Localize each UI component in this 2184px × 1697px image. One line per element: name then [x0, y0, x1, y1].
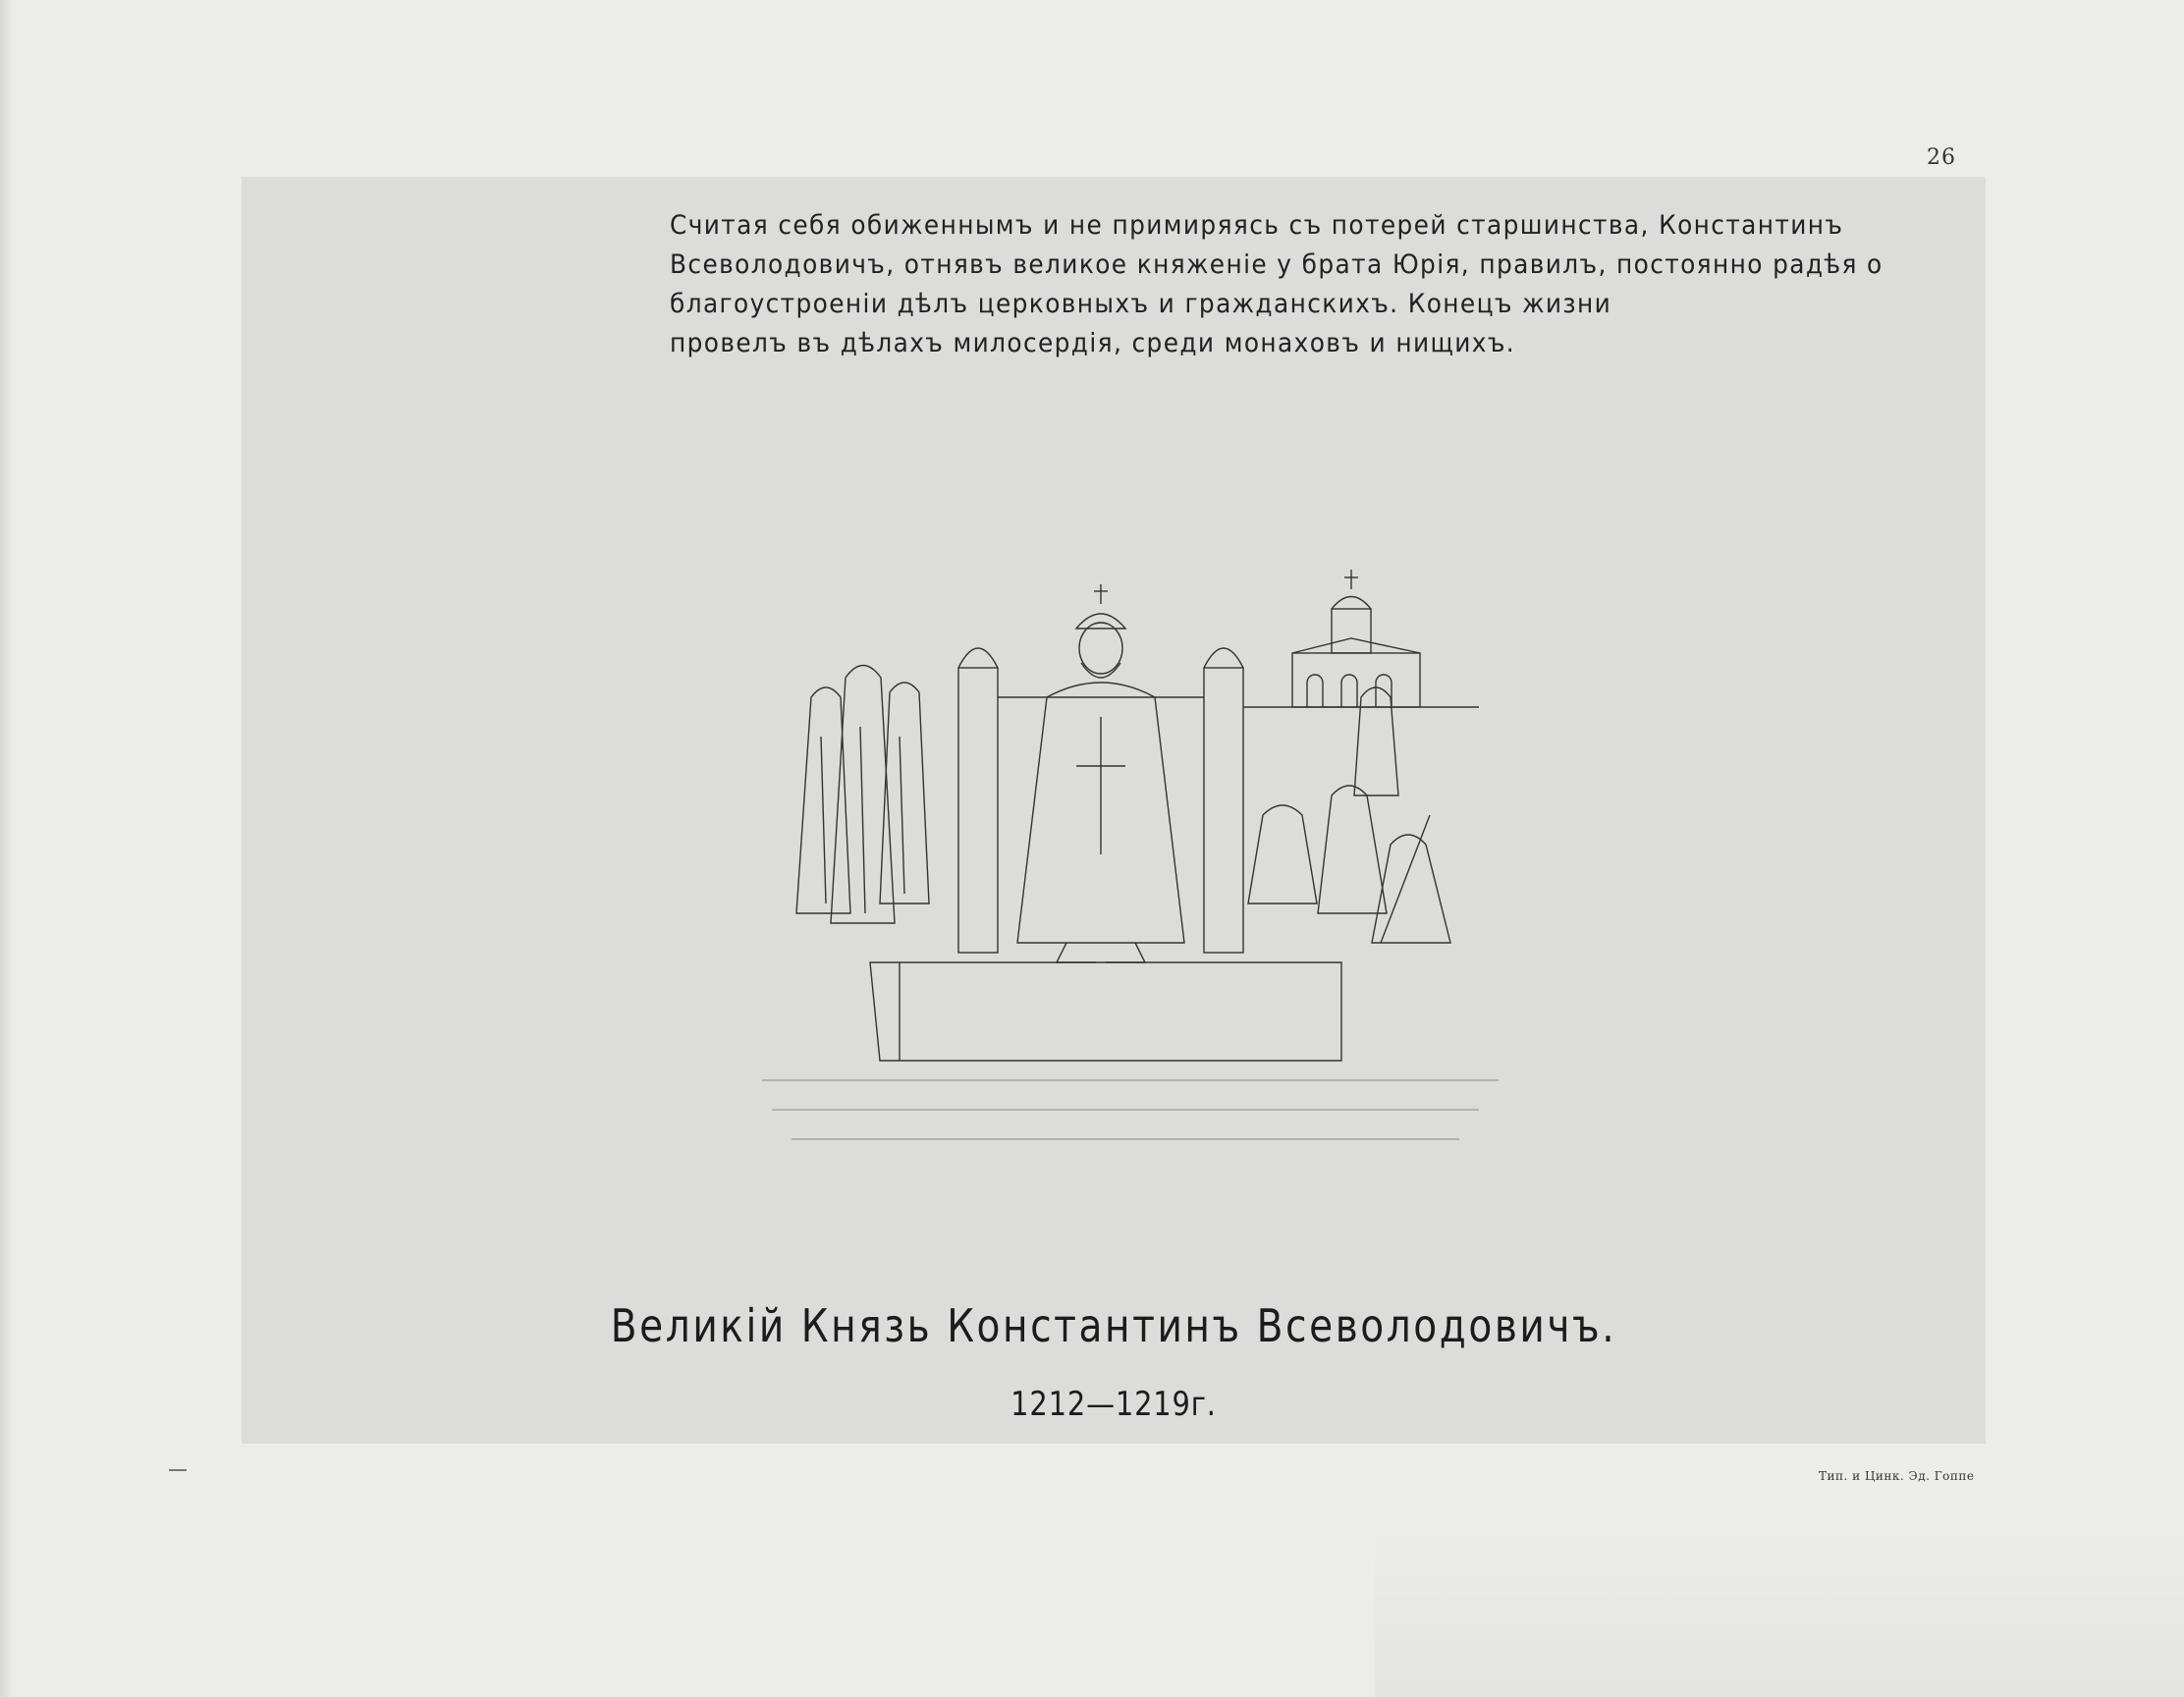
caption-line: Считая себя обиженнымъ и не примиряясь съ потерей старшинства, Константинъ	[670, 210, 1844, 241]
monks-group-icon	[796, 666, 929, 924]
caption-line: Всеволодовичъ, отнявъ великое княженіе у брата Юрія, правилъ, постоянно радѣя о	[670, 249, 1884, 280]
margin-mark	[169, 1469, 187, 1471]
church-icon	[1243, 570, 1479, 707]
caption-line: провелъ въ дѣлахъ милосердія, среди монаховъ и нищихъ.	[670, 328, 1516, 358]
enthroned-prince-engraving-icon	[752, 570, 1518, 1198]
page-binding-edge	[0, 0, 14, 1697]
caption	[670, 206, 1884, 363]
prince-figure-icon	[1017, 584, 1184, 962]
page-bottom-edge	[1375, 1522, 2184, 1697]
dais-icon	[870, 962, 1341, 1061]
plate-title: Великій Князь Константинъ Всеволодовичъ.	[610, 1299, 1617, 1352]
plate-dates: 1212—1219г.	[1010, 1385, 1217, 1424]
printer-credit: Тип. и Цинк. Эд. Гоппе	[1819, 1469, 1975, 1483]
plate-number: 26	[1927, 145, 1956, 170]
plate	[242, 177, 1986, 1444]
caption-line: благоустроеніи дѣлъ церковныхъ и гражданскихъ. Конецъ жизни	[670, 289, 1612, 319]
beggars-group-icon	[1248, 687, 1450, 943]
ground-hatching-icon	[762, 1080, 1499, 1139]
